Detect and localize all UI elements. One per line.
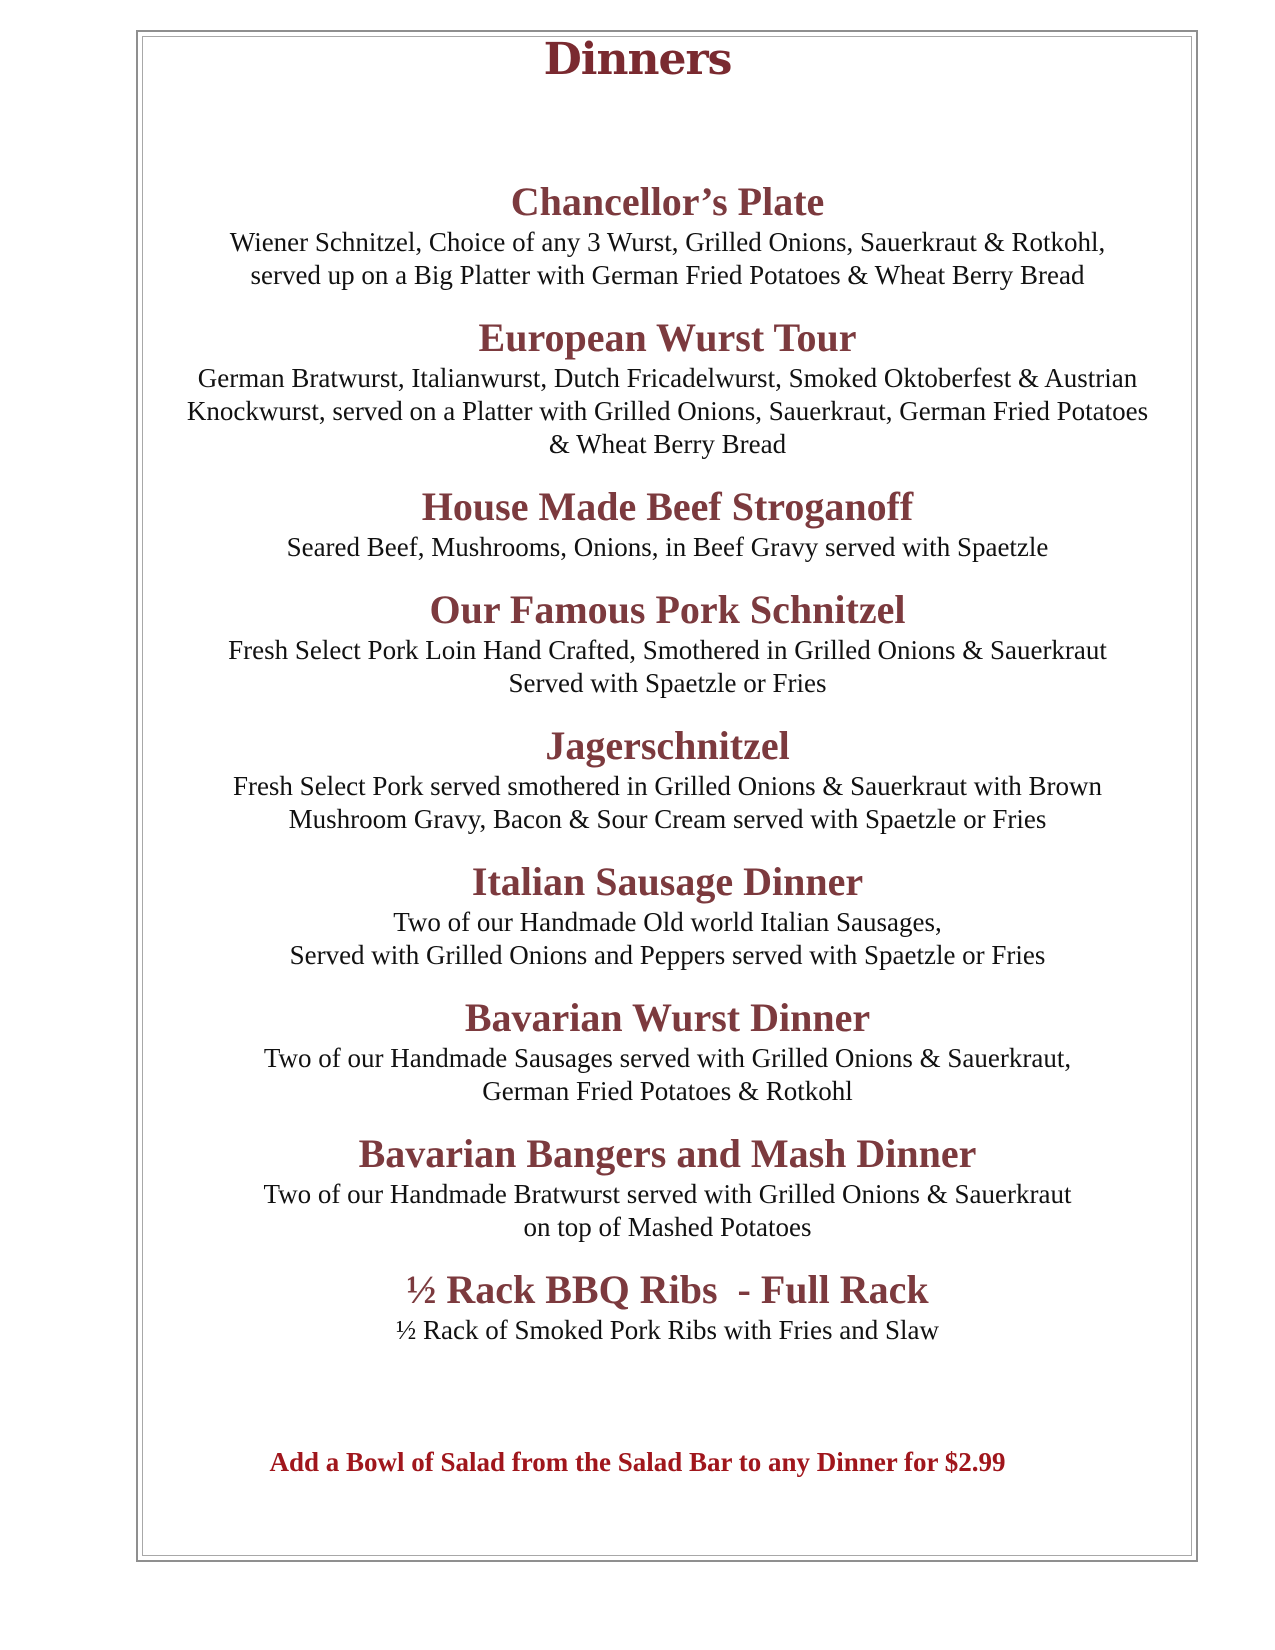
salad-bar-note: Add a Bowl of Salad from the Salad Bar to any Dinner for $2.99 (269, 1447, 1006, 1477)
description-line: German Bratwurst, Italianwurst, Dutch Fricadelwurst, Smoked Oktoberfest & Austrian (197, 363, 1138, 393)
description-line: Two of our Handmade Old world Italian Sausages, (393, 907, 942, 937)
description-line: & Wheat Berry Bread (548, 429, 787, 459)
menu-item-name: ½ Rack BBQ Ribs - Full Rack (406, 1267, 929, 1312)
menu-item (140, 586, 1195, 700)
description-line: Served with Spaetzle or Fries (508, 668, 827, 698)
menu-item-description (140, 1042, 1195, 1108)
menu-item-description (140, 634, 1195, 700)
menu-items-list (140, 178, 1195, 1369)
description-line: ½ Rack of Smoked Pork Ribs with Fries and Slaw (396, 1315, 939, 1345)
menu-item-description (140, 362, 1195, 461)
menu-item-name: Jagerschnitzel (545, 723, 790, 768)
menu-item-description (140, 226, 1195, 292)
menu-item (140, 314, 1195, 461)
description-line: Wiener Schnitzel, Choice of any 3 Wurst, Grilled Onions, Sauerkraut & Rotkohl, (229, 227, 1106, 257)
menu-item-name: European Wurst Tour (478, 315, 857, 360)
menu-item (140, 994, 1195, 1108)
menu-item-description (140, 1178, 1195, 1244)
menu-item (140, 178, 1195, 292)
menu-item-name: Chancellor’s Plate (510, 179, 825, 224)
description-line: German Fried Potatoes & Rotkohl (482, 1076, 853, 1106)
description-line: Served with Grilled Onions and Peppers served with Spaetzle or Fries (289, 940, 1046, 970)
menu-item-name: Italian Sausage Dinner (471, 859, 864, 904)
menu-item-name: House Made Beef Stroganoff (421, 484, 914, 529)
menu-item-name: Bavarian Wurst Dinner (464, 995, 871, 1040)
menu-item-description (140, 531, 1195, 564)
description-line: Knockwurst, served on a Platter with Grilled Onions, Sauerkraut, German Fried Potatoes (186, 396, 1149, 426)
description-line: Fresh Select Pork served smothered in Grilled Onions & Sauerkraut with Brown (232, 771, 1103, 801)
description-line: Two of our Handmade Bratwurst served with Grilled Onions & Sauerkraut (263, 1179, 1072, 1209)
description-line: on top of Mashed Potatoes (523, 1212, 812, 1242)
menu-item (140, 722, 1195, 836)
menu-item-name: Our Famous Pork Schnitzel (429, 587, 906, 632)
menu-item (140, 1130, 1195, 1244)
menu-item-description (140, 906, 1195, 972)
page-title: Dinners (543, 34, 732, 85)
description-line: Seared Beef, Mushrooms, Onions, in Beef Gravy served with Spaetzle (286, 532, 1049, 562)
menu-item-name: Bavarian Bangers and Mash Dinner (358, 1131, 977, 1176)
menu-item (140, 483, 1195, 564)
menu-item-description (140, 1314, 1195, 1347)
description-line: Fresh Select Pork Loin Hand Crafted, Smothered in Grilled Onions & Sauerkraut (228, 635, 1107, 665)
description-line: Two of our Handmade Sausages served with Grilled Onions & Sauerkraut, (263, 1043, 1072, 1073)
description-line: served up on a Big Platter with German Fried Potatoes & Wheat Berry Bread (250, 260, 1085, 290)
menu-item (140, 858, 1195, 972)
menu-item (140, 1266, 1195, 1347)
menu-item-description (140, 770, 1195, 836)
description-line: Mushroom Gravy, Bacon & Sour Cream served with Spaetzle or Fries (288, 804, 1047, 834)
